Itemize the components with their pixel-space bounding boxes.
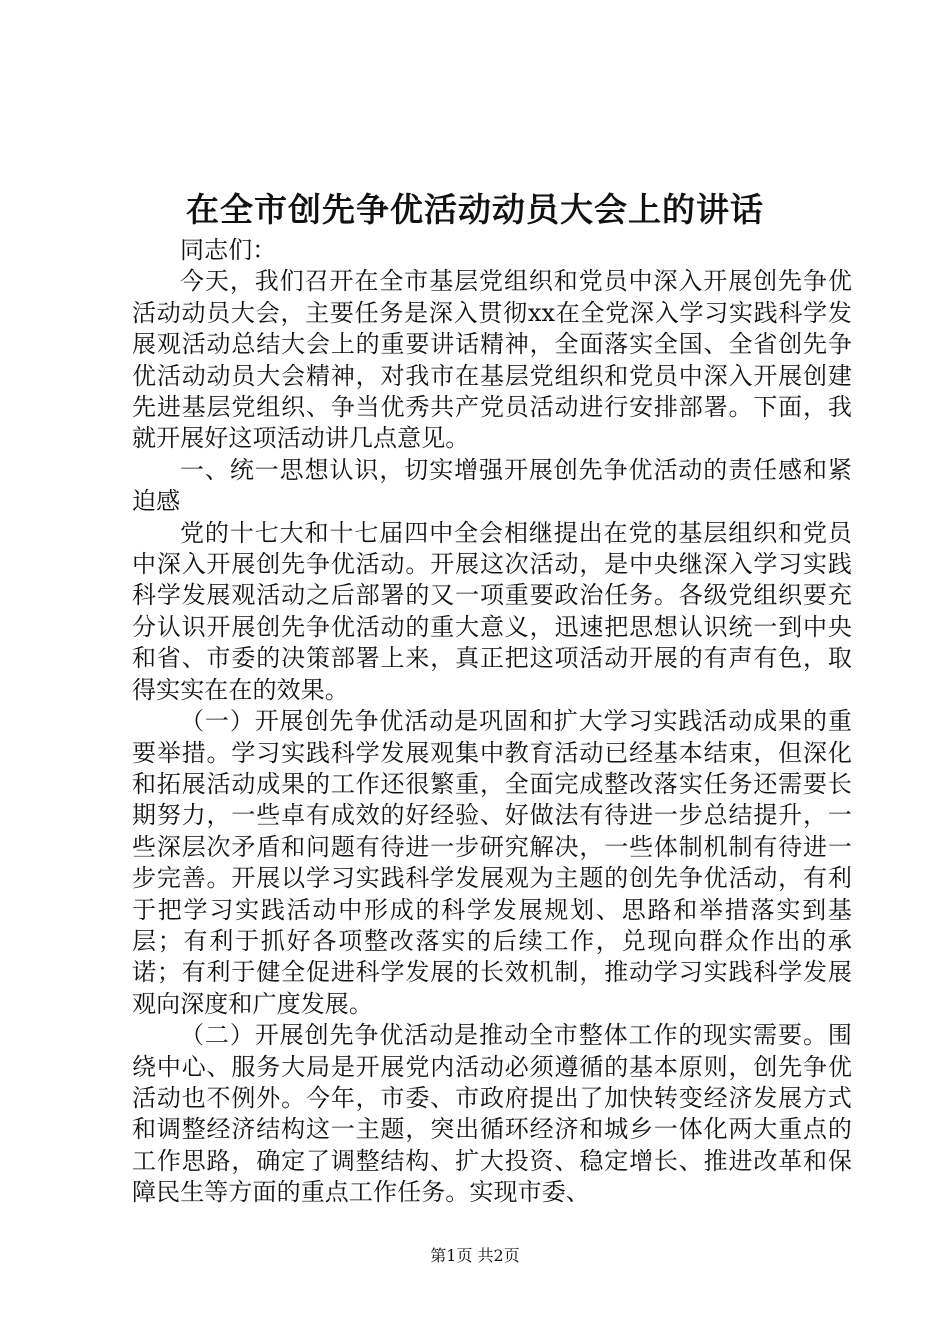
document-title: 在全市创先争优活动动员大会上的讲话 xyxy=(186,190,764,229)
paragraph-section-1: 党的十七大和十七届四中全会相继提出在党的基层组织和党员中深入开展创先争优活动。开展这次活动，是中央继深入学习实践科学发展观活动之后部署的又一项重要政治任务。各级党组织要充分认识开展创先争优活动的重大意义，迅速把思想认识统一到中央和省、市委的决策部署上来，真正把这项活动开展的有声有色，取得实实在在的效果。 xyxy=(132,518,852,704)
paragraph-subsection-2: （二）开展创先争优活动是推动全市整体工作的现实需要。围绕中心、服务大局是开展党内活动必须遵循的基本原则，创先争优活动也不例外。今年，市委、市政府提出了加快转变经济发展方式和调整经济结构这一主题，突出循环经济和城乡一体化两大重点的工作思路，确定了调整结构、扩大投资、稳定增长、推进改革和保障民生等方面的重点工作任务。实现市委、 xyxy=(132,1021,852,1207)
document-body xyxy=(132,235,852,1209)
section-heading-1: 一、统一思想认识，切实增强开展创先争优活动的责任感和紧迫感 xyxy=(132,455,852,516)
paragraph-intro: 今天，我们召开在全市基层党组织和党员中深入开展创先争优活动动员大会，主要任务是深入贯彻xx在全党深入学习实践科学发展观活动总结大会上的重要讲话精神，全面落实全国、全省创先争优活动动员大会精神，对我市在基层党组织和党员中深入开展创建先进基层党组织、争当优秀共产党员活动进行安排部署。下面，我就开展好这项活动讲几点意见。 xyxy=(132,267,852,453)
page-number-footer: 第1页 共2页 xyxy=(430,1246,520,1265)
paragraph-subsection-1: （一）开展创先争优活动是巩固和扩大学习实践活动成果的重要举措。学习实践科学发展观集中教育活动已经基本结束，但深化和拓展活动成果的工作还很繁重，全面完成整改落实任务还需要长期努力，一些卓有成效的好经验、好做法有待进一步总结提升，一些深层次矛盾和问题有待进一步研究解决，一些体制机制有待进一步完善。开展以学习实践科学发展观为主题的创先争优活动，有利于把学习实践活动中形成的科学发展规划、思路和举措落实到基层；有利于抓好各项整改落实的后续工作，兑现向群众作出的承诺；有利于健全促进科学发展的长效机制，推动学习实践科学发展观向深度和广度发展。 xyxy=(132,707,852,1018)
paragraph-salutation: 同志们： xyxy=(180,236,277,264)
